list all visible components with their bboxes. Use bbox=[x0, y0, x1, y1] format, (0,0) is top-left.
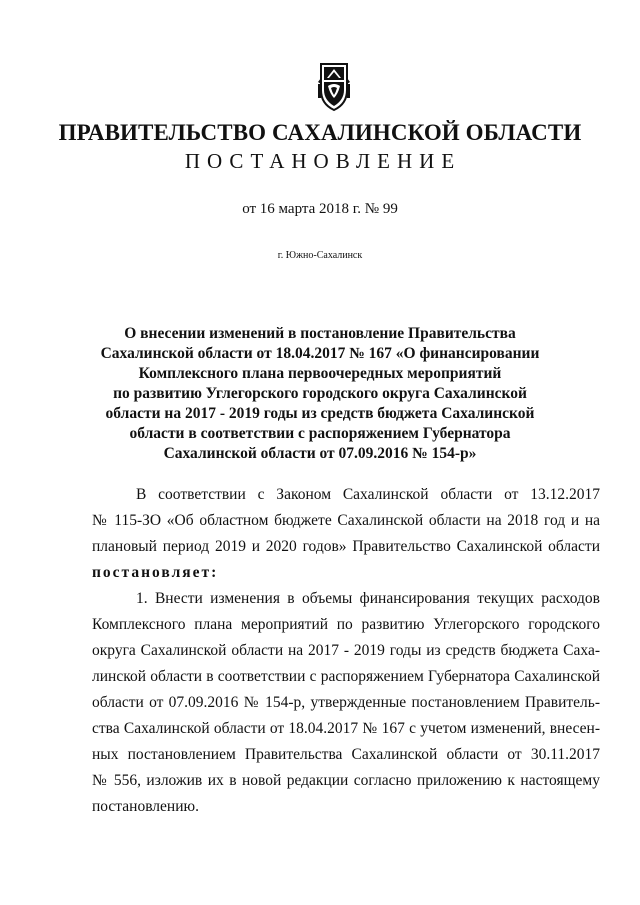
preamble-line: В соответствии с Законом Сахалинской области от 13.12.2017 bbox=[136, 486, 600, 503]
preamble-line: плановый период 2019 и 2020 годов» Правительство Сахалинской области bbox=[92, 538, 600, 555]
subject-line: области на 2017 - 2019 годы из средств бюджета Сахалинской bbox=[105, 405, 535, 422]
item1-line: области от 07.09.2016 № 154-р, утвержденные постановлением Правитель- bbox=[92, 694, 600, 711]
document-type: ПОСТАНОВЛЕНИЕ bbox=[184, 149, 462, 173]
subject-line: Сахалинской области от 07.09.2016 № 154-р» bbox=[163, 445, 477, 462]
item1-line: ства Сахалинской области от 18.04.2017 № 167 с учетом изменений, внесен- bbox=[92, 720, 600, 737]
document-city: г. Южно-Сахалинск bbox=[277, 250, 363, 261]
item1-line: Комплексного плана мероприятий по развитию Углегорского городского bbox=[92, 616, 600, 633]
item1-line: 1. Внести изменения в объемы финансирования текущих расходов bbox=[136, 590, 600, 607]
subject-line: Сахалинской области от 18.04.2017 № 167 «О финансировании bbox=[100, 345, 540, 362]
subject-line: О внесении изменений в постановление Правительства bbox=[124, 325, 516, 342]
item1-line: округа Сахалинской области на 2017 - 2019 годы из средств бюджета Саха- bbox=[92, 642, 600, 659]
document-body bbox=[92, 482, 600, 820]
subject-line: Комплексного плана первоочередных мероприятий bbox=[138, 365, 502, 382]
document-date-number: от 16 марта 2018 г. № 99 bbox=[242, 201, 398, 217]
document-subject bbox=[100, 324, 540, 464]
preamble-line: № 115-ЗО «Об областном бюджете Сахалинской области на 2018 год и на bbox=[92, 512, 600, 529]
subject-line: области в соответствии с распоряжением Губернатора bbox=[129, 425, 511, 442]
coat-of-arms-icon bbox=[318, 60, 350, 112]
subject-line: по развитию Углегорского городского округа Сахалинской bbox=[113, 385, 527, 402]
item1-line: ных постановлением Правительства Сахалинской области от 30.11.2017 bbox=[92, 746, 600, 763]
item1-line: линской области в соответствии с распоряжением Губернатора Сахалинской bbox=[92, 668, 600, 685]
item1-line: постановлению. bbox=[92, 798, 199, 815]
government-title: ПРАВИТЕЛЬСТВО САХАЛИНСКОЙ ОБЛАСТИ bbox=[58, 120, 582, 145]
decree-word: постановляет: bbox=[92, 564, 219, 581]
item1-line: № 556, изложив их в новой редакции согласно приложению к настоящему bbox=[92, 772, 600, 789]
